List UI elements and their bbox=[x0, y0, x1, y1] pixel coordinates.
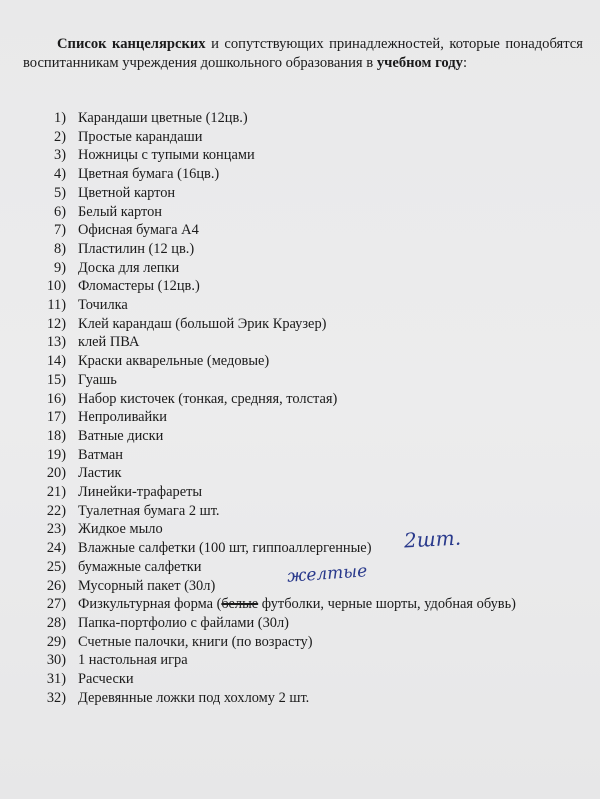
list-item-text: Ватные диски bbox=[78, 427, 164, 444]
list-item-number: 29) bbox=[46, 633, 66, 650]
list-item bbox=[28, 614, 588, 633]
list-item-text: Цветной картон bbox=[78, 184, 176, 201]
list-item-number: 18) bbox=[46, 427, 66, 444]
list-item bbox=[28, 483, 588, 502]
list-item-number: 7) bbox=[54, 222, 66, 239]
header-bold-end: учебном году bbox=[376, 55, 463, 71]
list-item-text: 1 настольная игра bbox=[78, 652, 188, 669]
list-item bbox=[28, 184, 588, 203]
document-header bbox=[23, 35, 583, 73]
list-item-number: 22) bbox=[46, 502, 66, 519]
list-item bbox=[28, 502, 588, 521]
list-item-number: 8) bbox=[54, 240, 66, 257]
header-bold-start: Список канцелярских bbox=[57, 36, 206, 52]
list-item-text: Клей карандаш (большой Эрик Краузер) bbox=[78, 315, 327, 332]
list-item-text: Точилка bbox=[78, 297, 128, 314]
list-item-text: Цветная бумага (16цв.) bbox=[78, 166, 220, 183]
list-item bbox=[28, 427, 588, 446]
list-item-number: 24) bbox=[46, 540, 66, 557]
list-item-number: 12) bbox=[46, 315, 66, 332]
list-item bbox=[28, 240, 588, 259]
handwritten-note-2sht: 2шт. bbox=[403, 525, 462, 553]
list-item-number: 4) bbox=[54, 166, 66, 183]
list-item-text: бумажные салфетки bbox=[78, 558, 202, 575]
list-item bbox=[28, 464, 588, 483]
list-item-number: 27) bbox=[46, 596, 66, 613]
list-item-number: 13) bbox=[46, 334, 66, 351]
list-item bbox=[28, 520, 588, 539]
list-item-number: 14) bbox=[46, 353, 66, 370]
list-item-number: 26) bbox=[46, 577, 66, 594]
handwritten-note-yellow: желтые bbox=[286, 561, 368, 587]
list-item-text: Белый картон bbox=[78, 203, 162, 220]
list-item-text: Жидкое мыло bbox=[78, 521, 163, 538]
supply-list bbox=[28, 109, 588, 708]
list-item bbox=[28, 128, 588, 147]
list-item-text: Линейки-трафареты bbox=[78, 484, 203, 501]
list-item-number: 6) bbox=[54, 203, 66, 220]
list-item-number: 9) bbox=[54, 259, 66, 276]
list-item bbox=[28, 446, 588, 465]
list-item-number: 20) bbox=[46, 465, 66, 482]
list-item-text: Счетные палочки, книги (по возрасту) bbox=[78, 633, 313, 650]
list-item-text: Ножницы с тупыми концами bbox=[78, 147, 255, 164]
header-colon: : bbox=[462, 55, 468, 71]
list-item-text: Расчески bbox=[78, 671, 134, 688]
list-item bbox=[28, 315, 588, 334]
list-item bbox=[28, 595, 588, 614]
list-item bbox=[28, 259, 588, 278]
list-item-text: Мусорный пакет (30л) bbox=[78, 577, 216, 594]
list-item-number: 2) bbox=[54, 128, 66, 145]
list-item-number: 30) bbox=[46, 652, 66, 669]
list-item-text: Влажные салфетки (100 шт, гиппоаллергенные) bbox=[78, 540, 372, 557]
list-item-text: Набор кисточек (тонкая, средняя, толстая) bbox=[78, 390, 338, 407]
list-item-number: 5) bbox=[54, 184, 66, 201]
list-item bbox=[28, 390, 588, 409]
list-item-number: 23) bbox=[46, 521, 66, 538]
list-item-number: 25) bbox=[46, 558, 66, 575]
list-item-text bbox=[78, 595, 516, 614]
list-item-text: Краски акварельные (медовые) bbox=[78, 353, 270, 370]
list-item-text: Карандаши цветные (12цв.) bbox=[78, 110, 248, 126]
list-item-text-struck: белые bbox=[221, 596, 259, 613]
list-item-text-post: футболки, черные шорты, удобная обувь) bbox=[258, 596, 516, 613]
list-item bbox=[28, 689, 588, 708]
list-item-text: Деревянные ложки под хохлому 2 шт. bbox=[78, 689, 310, 706]
list-item bbox=[28, 296, 588, 315]
list-item-number: 16) bbox=[46, 390, 66, 407]
list-item-text: Туалетная бумага 2 шт. bbox=[78, 502, 220, 519]
list-item-text: клей ПВА bbox=[78, 334, 140, 351]
list-item bbox=[28, 146, 588, 165]
list-item bbox=[28, 539, 588, 558]
list-item bbox=[28, 651, 588, 670]
list-item-text: Простые карандаши bbox=[78, 128, 203, 145]
list-item-number: 32) bbox=[46, 689, 66, 706]
list-item-number: 21) bbox=[46, 484, 66, 501]
list-item bbox=[28, 352, 588, 371]
list-item-number: 19) bbox=[46, 446, 66, 463]
list-item bbox=[28, 633, 588, 652]
list-item-text: Фломастеры (12цв.) bbox=[78, 278, 200, 295]
list-item-text: Пластилин (12 цв.) bbox=[78, 240, 195, 257]
list-item bbox=[28, 670, 588, 689]
list-item-number: 15) bbox=[46, 371, 66, 388]
list-item-text: Папка-портфолио с файлами (30л) bbox=[78, 614, 289, 631]
list-item-text: Ластик bbox=[78, 465, 122, 482]
list-item-text: Гуашь bbox=[78, 371, 117, 388]
list-item bbox=[28, 408, 588, 427]
list-item-text: Непроливайки bbox=[78, 409, 167, 426]
list-item-number: 1) bbox=[54, 110, 66, 126]
header-middle: и сопутствующих принадлежностей, которые понадобятся воспитанникам учреждения дошкольного образования в bbox=[23, 36, 583, 71]
list-item bbox=[28, 371, 588, 390]
list-item-number: 11) bbox=[47, 297, 66, 314]
list-item-text: Ватман bbox=[78, 446, 123, 463]
list-item-number: 28) bbox=[46, 614, 66, 631]
list-item bbox=[28, 277, 588, 296]
list-item-text: Доска для лепки bbox=[78, 259, 180, 276]
list-item-text: Офисная бумага А4 bbox=[78, 222, 199, 239]
list-item-number: 31) bbox=[46, 671, 66, 688]
list-item-number: 17) bbox=[46, 409, 66, 426]
list-item-number: 3) bbox=[54, 147, 66, 164]
list-item-number: 10) bbox=[46, 278, 66, 295]
list-item bbox=[28, 203, 588, 222]
list-item bbox=[28, 333, 588, 352]
list-item bbox=[28, 221, 588, 240]
list-item bbox=[28, 109, 588, 128]
list-item bbox=[28, 165, 588, 184]
list-item-text-pre: Физкультурная форма ( bbox=[78, 596, 222, 613]
